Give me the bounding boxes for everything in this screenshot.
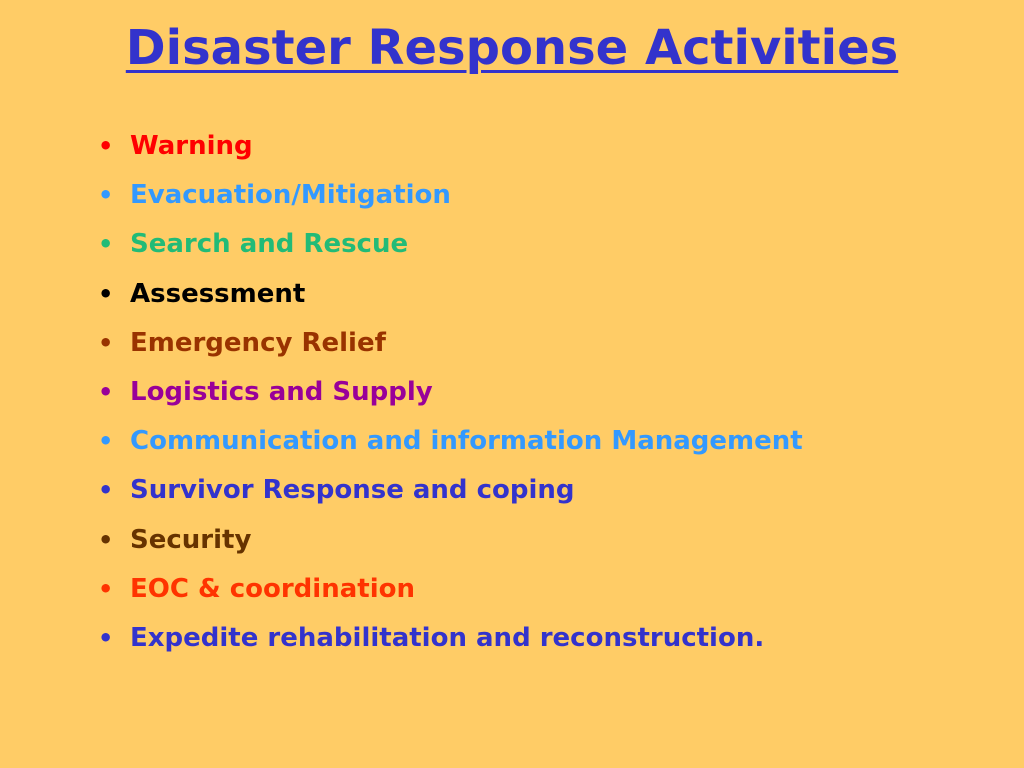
bullet-item-security (98, 516, 803, 565)
bullet-label: EOC & coordination (130, 573, 415, 604)
bullet-label: Survivor Response and coping (130, 475, 575, 506)
bullet-label: Expedite rehabilitation and reconstruction. (130, 622, 765, 653)
bullet-dot-icon: • (98, 230, 114, 259)
bullet-item-rehabilitation (98, 614, 803, 663)
bullet-dot-icon: • (98, 279, 114, 308)
bullet-list (98, 122, 803, 663)
bullet-dot-icon: • (98, 181, 114, 210)
bullet-label: Logistics and Supply (130, 376, 433, 407)
bullet-label: Emergency Relief (130, 327, 386, 358)
bullet-label: Evacuation/Mitigation (130, 180, 451, 211)
bullet-dot-icon: • (98, 377, 114, 406)
bullet-item-communication (98, 417, 803, 466)
bullet-item-evacuation (98, 171, 803, 220)
bullet-label: Communication and information Management (130, 426, 803, 457)
slide-title: Disaster Response Activities (125, 20, 899, 76)
bullet-dot-icon: • (98, 132, 114, 160)
bullet-label: Warning (130, 131, 253, 161)
bullet-item-assessment (98, 270, 803, 319)
bullet-dot-icon: • (98, 623, 114, 652)
bullet-dot-icon: • (98, 574, 114, 603)
bullet-item-warning (98, 122, 803, 171)
bullet-label: Security (130, 524, 252, 555)
bullet-item-emergency-relief (98, 319, 803, 368)
bullet-item-logistics (98, 368, 803, 417)
bullet-dot-icon: • (98, 476, 114, 505)
bullet-label: Assessment (130, 278, 306, 309)
bullet-dot-icon: • (98, 427, 114, 456)
bullet-item-survivor-response (98, 466, 803, 515)
bullet-item-search-rescue (98, 220, 803, 269)
bullet-dot-icon: • (98, 525, 114, 554)
bullet-dot-icon: • (98, 328, 114, 357)
bullet-label: Search and Rescue (130, 229, 409, 260)
bullet-item-eoc-coordination (98, 565, 803, 614)
